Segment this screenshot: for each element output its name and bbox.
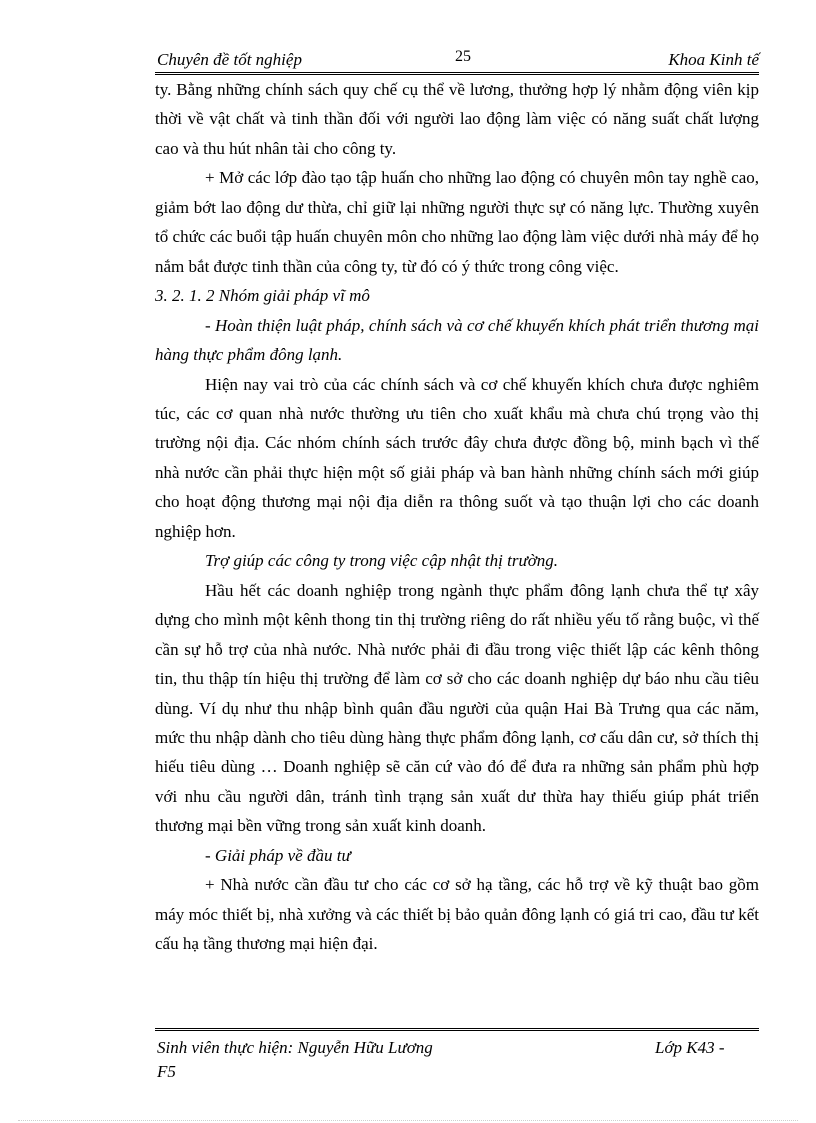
header-document-type: Chuyên đề tốt nghiệp	[157, 50, 302, 69]
page-header	[155, 47, 759, 73]
page-number: 25	[455, 48, 471, 65]
footer-student: Sinh viên thực hiện: Nguyễn Hữu Lương	[157, 1038, 433, 1057]
section-heading-macro: 3. 2. 1. 2 Nhóm giải pháp vĩ mô	[155, 286, 370, 306]
paragraph-continuation: ty. Bằng những chính sách quy chế cụ thể về lương, thưởng hợp lý nhằm động viên kịp thời về vật chất và tinh thần đối với người lao động làm việc có năng suất chất lượng cao và thu hút nhân tài cho công ty.	[155, 80, 759, 158]
page-edge-divider	[18, 1120, 798, 1121]
footer-rule	[155, 1028, 759, 1031]
paragraph-training: + Mở các lớp đào tạo tập huấn cho những lao động có chuyên môn tay nghề cao, giảm bớt lao động dư thừa, chỉ giữ lại những người thực sự có năng lực. Thường xuyên tổ chức các buổi tập huấn chuyên môn cho những lao động làm việc dưới nhà máy để họ nắm bắt được tinh thần của công ty, từ đó có ý thức trong công việc.	[155, 168, 759, 276]
header-faculty: Khoa Kinh tế	[668, 50, 759, 69]
footer-class-continuation: F5	[157, 1062, 176, 1081]
paragraph-market-info: Hầu hết các doanh nghiệp trong ngành thực phẩm đông lạnh chưa thể tự xây dựng cho mình một kênh thong tin thị trường riêng do rất nhiều yếu tố rằng buộc, vì thế cần sự hỗ trợ của nhà nước. Nhà nước phải đi đầu trong việc thiết lập các kênh thông tin, thu thập tín hiệu thị trường để làm cơ sở cho các doanh nghiệp dự báo nhu cầu tiêu dùng. Ví dụ như thu nhập bình quân đầu người của quận Hai Bà Trưng qua các năm, mức thu nhập dành cho tiêu dùng hàng thực phẩm đông lạnh, cơ cấu dân cư, sở thích thị hiếu tiêu dùng … Doanh nghiệp sẽ căn cứ vào đó để đưa ra những sản phẩm phù hợp với nhu cầu người dân, tránh tình trạng sản xuất dư thừa hay thiếu giúp phát triển thương mại bền vững trong sản xuất kinh doanh.	[155, 580, 759, 836]
footer-class: Lớp K43 -	[655, 1038, 725, 1057]
subheading-investment: - Giải pháp về đầu tư	[205, 845, 351, 865]
paragraph-policy: Hiện nay vai trò của các chính sách và cơ chế khuyến khích chưa được nghiêm túc, các cơ quan nhà nước thường ưu tiên cho xuất khẩu mà chưa chú trọng vào thị trường nội địa. Các nhóm chính sách trước đây chưa được đồng bộ, minh bạch vì thế nhà nước cần phải thực hiện một số giải pháp và ban hành những chính sách mới giúp cho hoạt động thương mại nội địa diễn ra thông suốt và tạo thuận lợi cho các doanh nghiệp hơn.	[155, 374, 759, 541]
document-body	[155, 75, 759, 959]
subheading-market-info: Trợ giúp các công ty trong việc cập nhật thị trường.	[205, 551, 559, 571]
subheading-legal: - Hoàn thiện luật pháp, chính sách và cơ chế khuyến khích phát triển thương mại hàng thực phẩm đông lạnh.	[155, 315, 759, 365]
paragraph-investment: + Nhà nước cần đầu tư cho các cơ sở hạ tầng, các hỗ trợ về kỹ thuật bao gồm máy móc thiết bị, nhà xưởng và các thiết bị bảo quản đông lạnh có giá tri cao, đầu tư kết cấu hạ tầng thương mại hiện đại.	[155, 875, 759, 954]
